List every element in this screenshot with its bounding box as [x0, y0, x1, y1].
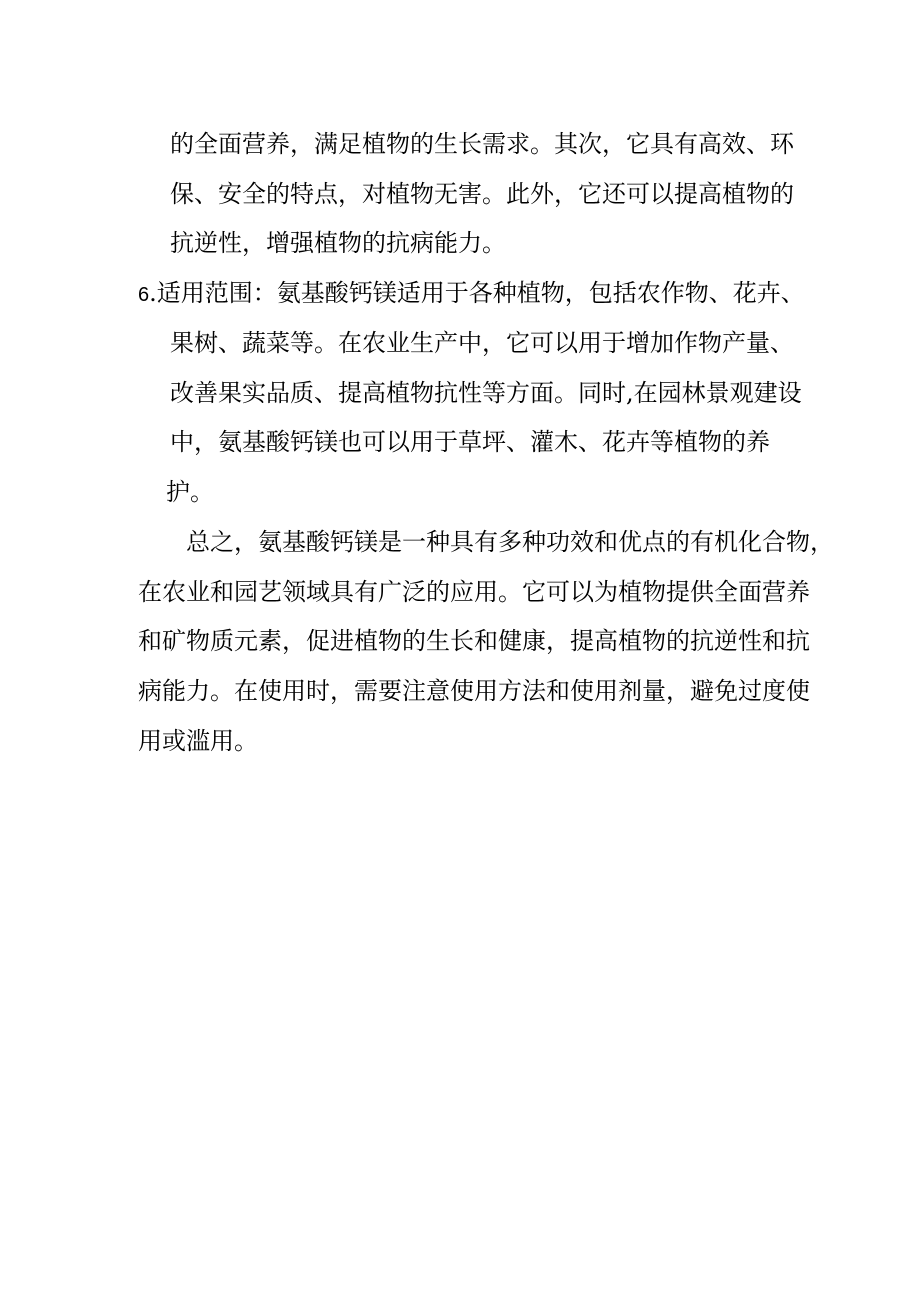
item6-line-1: .适用范围：氨基酸钙镁适用于各种植物，包括农作物、花卉、: [149, 279, 805, 307]
summary-line-5: 用或滥用。: [138, 727, 258, 755]
summary-line-1: 总之，氨基酸钙镁是一种具有多种功效和优点的有机化合物，: [186, 528, 834, 556]
item5-line-2: 保、安全的特点，对植物无害。此外，它还可以提高植物的: [170, 180, 794, 208]
item5-line-1: 的全面营养，满足植物的生长需求。其次，它具有高效、环: [170, 130, 794, 158]
item6-line-5: 护。: [166, 478, 214, 506]
item6-first-line: [138, 277, 805, 311]
summary-line-4: 病能力。在使用时，需要注意使用方法和使用剂量，避免过度使: [138, 677, 810, 705]
item6-number: 6: [138, 284, 150, 306]
item6-line-3: 改善果实品质、提高植物抗性等方面。同时,在园林景观建设: [170, 379, 802, 407]
summary-line-3: 和矿物质元素，促进植物的生长和健康，提高植物的抗逆性和抗: [138, 627, 810, 655]
item5-line-3: 抗逆性，增强植物的抗病能力。: [170, 229, 506, 257]
item6-line-2: 果树、蔬菜等。在农业生产中，它可以用于增加作物产量、: [170, 329, 794, 357]
item6-line-4: 中，氨基酸钙镁也可以用于草坪、灌木、花卉等植物的养: [170, 428, 770, 456]
summary-line-2: 在农业和园艺领域具有广泛的应用。它可以为植物提供全面营养: [138, 578, 810, 606]
